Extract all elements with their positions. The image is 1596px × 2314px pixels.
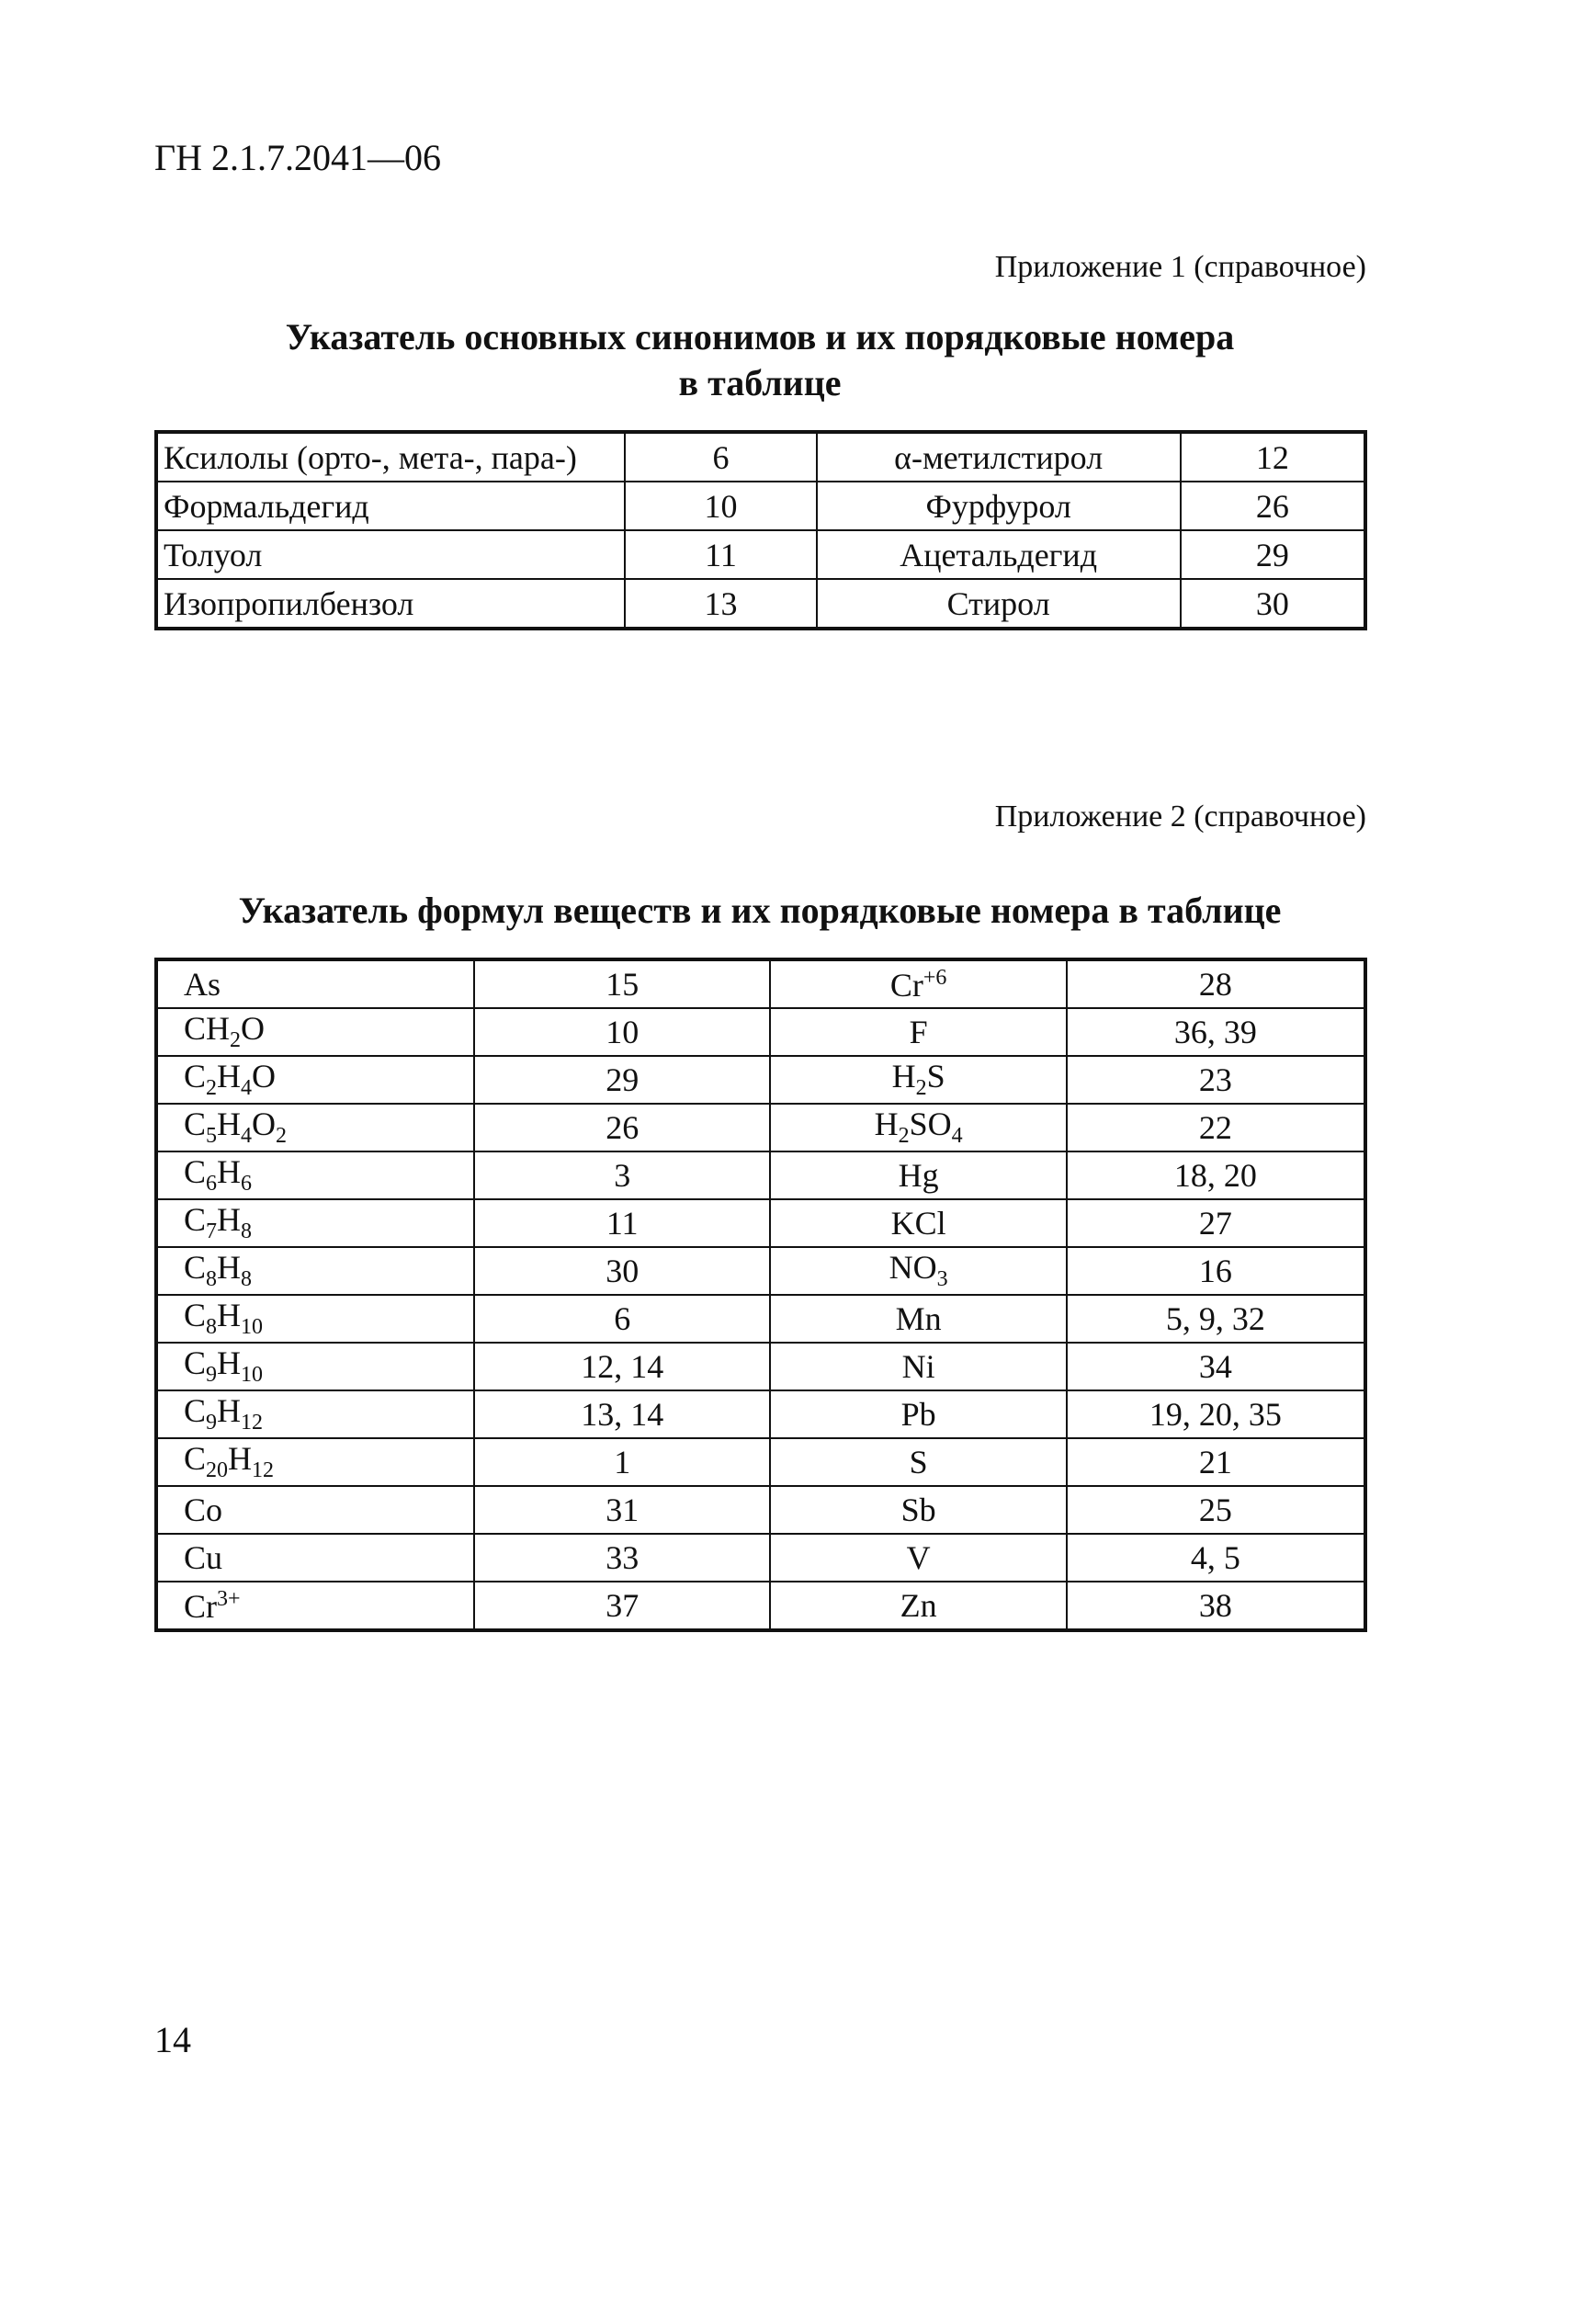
formula-cell: $C_8H_8$ [156,1247,474,1295]
table-row [156,959,1365,1008]
table-row [156,1582,1365,1630]
table-row [156,1056,1365,1104]
formula-number-cell: 5, 9, 32 [1067,1295,1365,1343]
formula-cell: $C_2H_4O$ [156,1056,474,1104]
formula-number-cell: 16 [1067,1247,1365,1295]
formula-number-cell: 1 [474,1438,770,1486]
formula-cell: $C_{20}H_{12}$ [156,1438,474,1486]
formulas-table [154,958,1367,1632]
formula-number-cell: 29 [474,1056,770,1104]
formula-cell: KCl [770,1199,1067,1247]
formula-number-cell: 33 [474,1534,770,1582]
formula-number-cell: 25 [1067,1486,1365,1534]
formula-number-cell: 23 [1067,1056,1365,1104]
synonym-name-cell: Толуол [156,530,625,579]
page-number: 14 [154,2019,191,2060]
formula-cell: V [770,1534,1067,1582]
table-row [156,1438,1365,1486]
formula-cell: Pb [770,1390,1067,1438]
table-row [156,1104,1365,1151]
synonym-name-cell: α-метилстирол [817,432,1181,482]
synonyms-index-title-line1: Указатель основных синонимов и их порядковые номера [285,316,1235,357]
table-row [156,482,1365,530]
synonyms-index-title [154,314,1365,406]
formula-cell: $C_6H_6$ [156,1151,474,1199]
synonym-name-cell: Формальдегид [156,482,625,530]
formula-cell: $H_2S$ [770,1056,1067,1104]
formula-cell: Cu [156,1534,474,1582]
synonym-name-cell: Ацетальдегид [817,530,1181,579]
formula-cell: $NO_3$ [770,1247,1067,1295]
table-row [156,1486,1365,1534]
formula-cell: $C_7H_8$ [156,1199,474,1247]
formula-cell: $C_9H_{12}$ [156,1390,474,1438]
formula-cell: $CH_2O$ [156,1008,474,1056]
synonym-number-cell: 13 [625,579,816,629]
formula-cell: Mn [770,1295,1067,1343]
formula-number-cell: 13, 14 [474,1390,770,1438]
table-row [156,432,1365,482]
formula-cell: $Cr^{+6}$ [770,959,1067,1008]
formula-cell: Sb [770,1486,1067,1534]
formula-cell: Ni [770,1343,1067,1390]
synonym-name-cell: Фурфурол [817,482,1181,530]
formula-cell: $C_5H_4O_2$ [156,1104,474,1151]
table-row [156,1199,1365,1247]
appendix-2-label: Приложение 2 (справочное) [994,800,1366,834]
formula-number-cell: 3 [474,1151,770,1199]
table-row [156,1151,1365,1199]
synonym-number-cell: 29 [1181,530,1365,579]
formula-number-cell: 28 [1067,959,1365,1008]
formula-number-cell: 30 [474,1247,770,1295]
formula-number-cell: 11 [474,1199,770,1247]
formula-cell: Hg [770,1151,1067,1199]
table-row [156,530,1365,579]
formula-number-cell: 36, 39 [1067,1008,1365,1056]
table-row [156,579,1365,629]
synonym-name-cell: Ксилолы (орто-, мета-, пара-) [156,432,625,482]
synonym-number-cell: 26 [1181,482,1365,530]
formula-cell: As [156,959,474,1008]
formula-number-cell: 27 [1067,1199,1365,1247]
formula-cell: Zn [770,1582,1067,1630]
formula-number-cell: 31 [474,1486,770,1534]
appendix-1-label: Приложение 1 (справочное) [994,250,1366,284]
formula-number-cell: 10 [474,1008,770,1056]
formula-number-cell: 12, 14 [474,1343,770,1390]
formula-cell: $Cr^{3+}$ [156,1582,474,1630]
formula-number-cell: 38 [1067,1582,1365,1630]
table-row [156,1295,1365,1343]
synonym-name-cell: Стирол [817,579,1181,629]
formula-number-cell: 19, 20, 35 [1067,1390,1365,1438]
formula-number-cell: 15 [474,959,770,1008]
formulas-index-title: Указатель формул веществ и их порядковые номера в таблице [238,890,1282,931]
formula-number-cell: 18, 20 [1067,1151,1365,1199]
synonym-number-cell: 30 [1181,579,1365,629]
table-row [156,1247,1365,1295]
synonym-number-cell: 10 [625,482,816,530]
synonym-name-cell: Изопропилбензол [156,579,625,629]
formula-number-cell: 26 [474,1104,770,1151]
formula-cell: Co [156,1486,474,1534]
synonyms-index-title-line2: в таблице [678,362,842,403]
table-row [156,1534,1365,1582]
formula-cell: $C_8H_{10}$ [156,1295,474,1343]
formula-number-cell: 22 [1067,1104,1365,1151]
synonym-number-cell: 11 [625,530,816,579]
formula-cell: $C_9H_{10}$ [156,1343,474,1390]
synonym-number-cell: 12 [1181,432,1365,482]
table-row [156,1008,1365,1056]
formula-cell: F [770,1008,1067,1056]
formula-number-cell: 37 [474,1582,770,1630]
formula-cell: $H_2SO_4$ [770,1104,1067,1151]
table-row [156,1390,1365,1438]
synonym-number-cell: 6 [625,432,816,482]
formula-cell: S [770,1438,1067,1486]
formula-number-cell: 6 [474,1295,770,1343]
document-code: ГН 2.1.7.2041—06 [154,137,442,178]
formula-number-cell: 34 [1067,1343,1365,1390]
formula-number-cell: 21 [1067,1438,1365,1486]
table-row [156,1343,1365,1390]
formula-number-cell: 4, 5 [1067,1534,1365,1582]
synonyms-table [154,430,1367,630]
